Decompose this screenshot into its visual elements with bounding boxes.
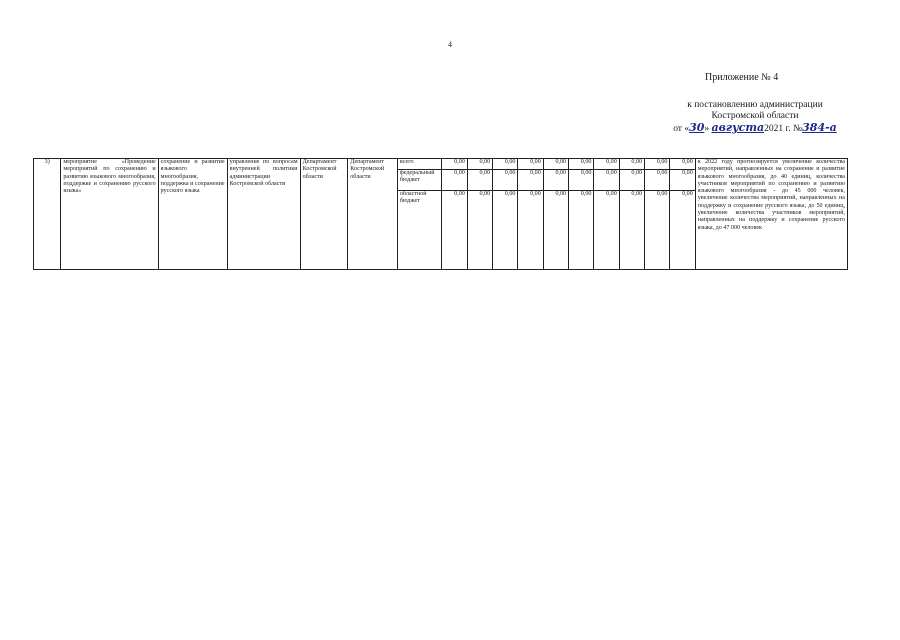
date-month-handwritten: августа <box>711 121 765 134</box>
funding-value: 0,00 <box>619 170 644 191</box>
funding-value: 0,00 <box>670 191 695 270</box>
date-separator: » <box>704 124 712 134</box>
activity-name: мероприятие «Проведение мероприятий по сохранению и развитию языкового многообразия, поддержке и сохранению русского языка» <box>61 159 158 270</box>
funding-value: 0,00 <box>594 191 619 270</box>
resolution-reference <box>655 100 855 135</box>
date-day-handwritten: 30 <box>689 121 705 134</box>
funding-source: областной бюджет <box>397 191 442 270</box>
funding-value: 0,00 <box>670 159 695 170</box>
funding-value: 0,00 <box>619 159 644 170</box>
funding-value: 0,00 <box>569 191 594 270</box>
table-row-total <box>34 159 848 170</box>
appendix-title: Приложение № 4 <box>705 72 779 83</box>
department: Департамент Костромской области <box>300 159 348 270</box>
funding-value: 0,00 <box>467 159 492 170</box>
funding-value: 0,00 <box>645 191 670 270</box>
funding-value: 0,00 <box>518 191 543 270</box>
funding-source: всего <box>397 159 442 170</box>
activity-goal: сохранение и развитие языкового многообразия, поддержка и сохранение русского языка <box>158 159 227 270</box>
funding-value: 0,00 <box>518 159 543 170</box>
responsible-executor: управление по вопросам внутренней политики администрации Костромской области <box>227 159 300 270</box>
funding-value: 0,00 <box>645 170 670 191</box>
funding-value: 0,00 <box>543 191 568 270</box>
funding-value: 0,00 <box>442 159 467 170</box>
page-number: 4 <box>448 40 452 49</box>
funding-value: 0,00 <box>569 159 594 170</box>
expected-results: к 2022 году прогнозируется увеличение количества мероприятий, направленных на сохранение и развитие языкового многообразия, до 40 единиц, количества участников мероприятий по сохранению и развитию языкового многообразия - до 45 000 человек, увеличение количества мероприятий, направленных на поддержку и сохранение русского языка, до 50 единиц, увеличение количества участников мероприятий, направленных на поддержку и сохранение русского языка, до 47 000 человек <box>695 159 847 270</box>
resolution-line-1: к постановлению администрации <box>687 100 823 110</box>
funding-value: 0,00 <box>493 170 518 191</box>
funding-value: 0,00 <box>543 170 568 191</box>
funding-source: федеральный бюджет <box>397 170 442 191</box>
funding-value: 0,00 <box>594 170 619 191</box>
resolution-date-line <box>655 122 855 135</box>
resolution-line-2: Костромской области <box>711 111 799 121</box>
funding-value: 0,00 <box>670 170 695 191</box>
funding-value: 0,00 <box>619 191 644 270</box>
activity-table <box>33 158 848 270</box>
funding-value: 0,00 <box>493 159 518 170</box>
funding-value: 0,00 <box>569 170 594 191</box>
date-year: 2021 г. № <box>764 124 803 134</box>
document-number-handwritten: 384-а <box>802 121 837 134</box>
date-prefix: от « <box>673 124 690 134</box>
funding-value: 0,00 <box>594 159 619 170</box>
funding-value: 0,00 <box>543 159 568 170</box>
funding-value: 0,00 <box>645 159 670 170</box>
funding-value: 0,00 <box>467 191 492 270</box>
funding-value: 0,00 <box>467 170 492 191</box>
funding-value: 0,00 <box>442 170 467 191</box>
funding-value: 0,00 <box>442 191 467 270</box>
recipient: Департамент Костромской области <box>348 159 398 270</box>
funding-value: 0,00 <box>518 170 543 191</box>
funding-value: 0,00 <box>493 191 518 270</box>
row-number: 3) <box>34 159 61 270</box>
